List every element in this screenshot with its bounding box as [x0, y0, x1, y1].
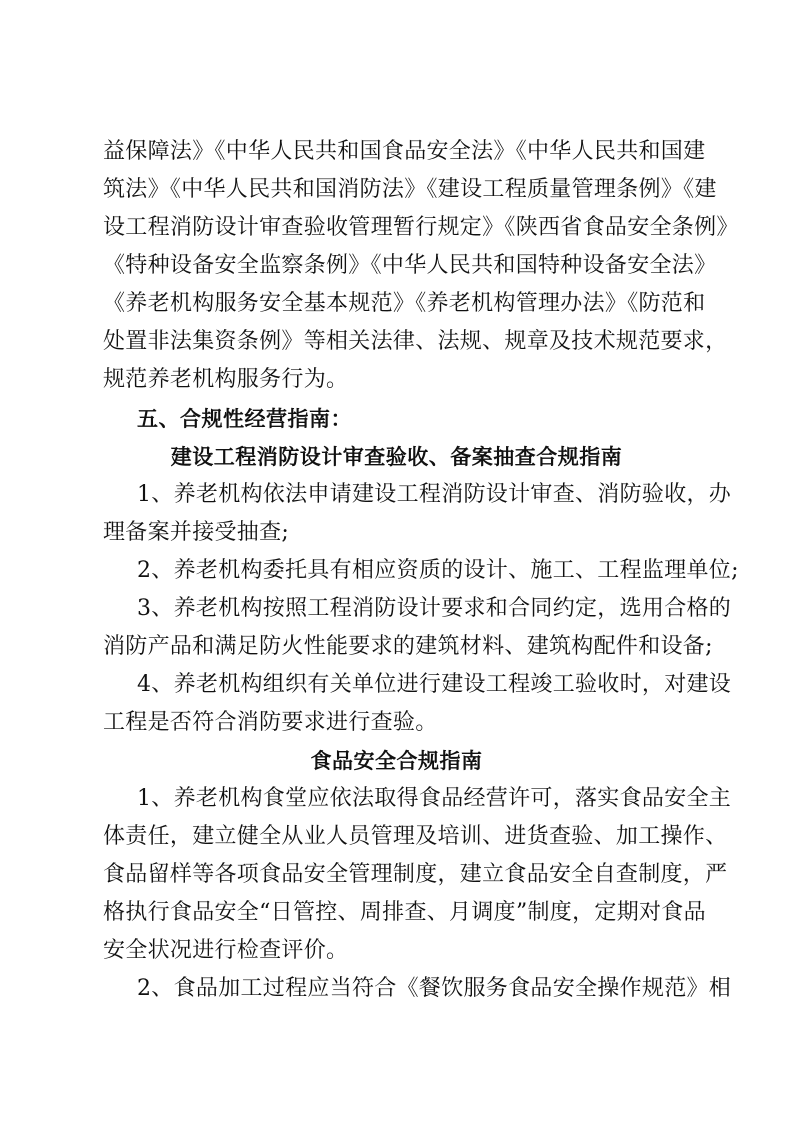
intro-line-4: 《特种设备安全监察条例》《中华人民共和国特种设备安全法》 [103, 253, 717, 278]
fire-item-1-line-2: 理备案并接受抽查; [103, 520, 290, 545]
food-item-2-line-1: 2、食品加工过程应当符合《餐饮服务食品安全操作规范》相 [137, 976, 732, 1001]
fire-guide-title: 建设工程消防设计审查验收、备案抽查合规指南 [170, 445, 623, 469]
intro-line-1: 益保障法》《中华人民共和国食品安全法》《中华人民共和国建 [103, 139, 706, 164]
food-item-1-line-1: 1、养老机构食堂应依法取得食品经营许可，落实食品安全主 [137, 786, 732, 811]
intro-line-3: 设工程消防设计审查验收管理暂行规定》《陕西省食品安全条例》 [103, 215, 739, 240]
fire-item-3-line-2: 消防产品和满足防火性能要求的建筑材料、建筑构配件和设备; [103, 634, 713, 659]
fire-item-1-line-1: 1、养老机构依法申请建设工程消防设计审查、消防验收，办 [137, 482, 732, 507]
intro-line-7: 规范养老机构服务行为。 [103, 367, 349, 392]
fire-item-4-line-1: 4、养老机构组织有关单位进行建设工程竣工验收时，对建设 [137, 672, 732, 697]
food-item-1-line-4: 格执行食品安全“日管控、周排查、月调度”制度，定期对食品 [103, 900, 706, 925]
food-guide-title: 食品安全合规指南 [310, 749, 483, 773]
intro-line-2: 筑法》《中华人民共和国消防法》《建设工程质量管理条例》《建 [103, 177, 717, 202]
fire-item-2-line-1: 2、养老机构委托具有相应资质的设计、施工、工程监理单位; [137, 558, 739, 583]
fire-item-3-line-1: 3、养老机构按照工程消防设计要求和合同约定，选用合格的 [137, 596, 732, 621]
intro-line-6: 处置非法集资条例》等相关法律、法规、规章及技术规范要求， [103, 329, 728, 354]
food-item-1-line-2: 体责任，建立健全从业人员管理及培训、进货查验、加工操作、 [103, 824, 728, 849]
food-item-1-line-3: 食品留样等各项食品安全管理制度，建立食品安全自查制度，严 [103, 862, 728, 887]
intro-line-5: 《养老机构服务安全基本规范》《养老机构管理办法》《防范和 [103, 291, 706, 316]
fire-item-4-line-2: 工程是否符合消防要求进行查验。 [103, 710, 438, 735]
section-heading: 五、合规性经营指南： [137, 407, 352, 431]
food-item-1-line-5: 安全状况进行检查评价。 [103, 938, 349, 963]
